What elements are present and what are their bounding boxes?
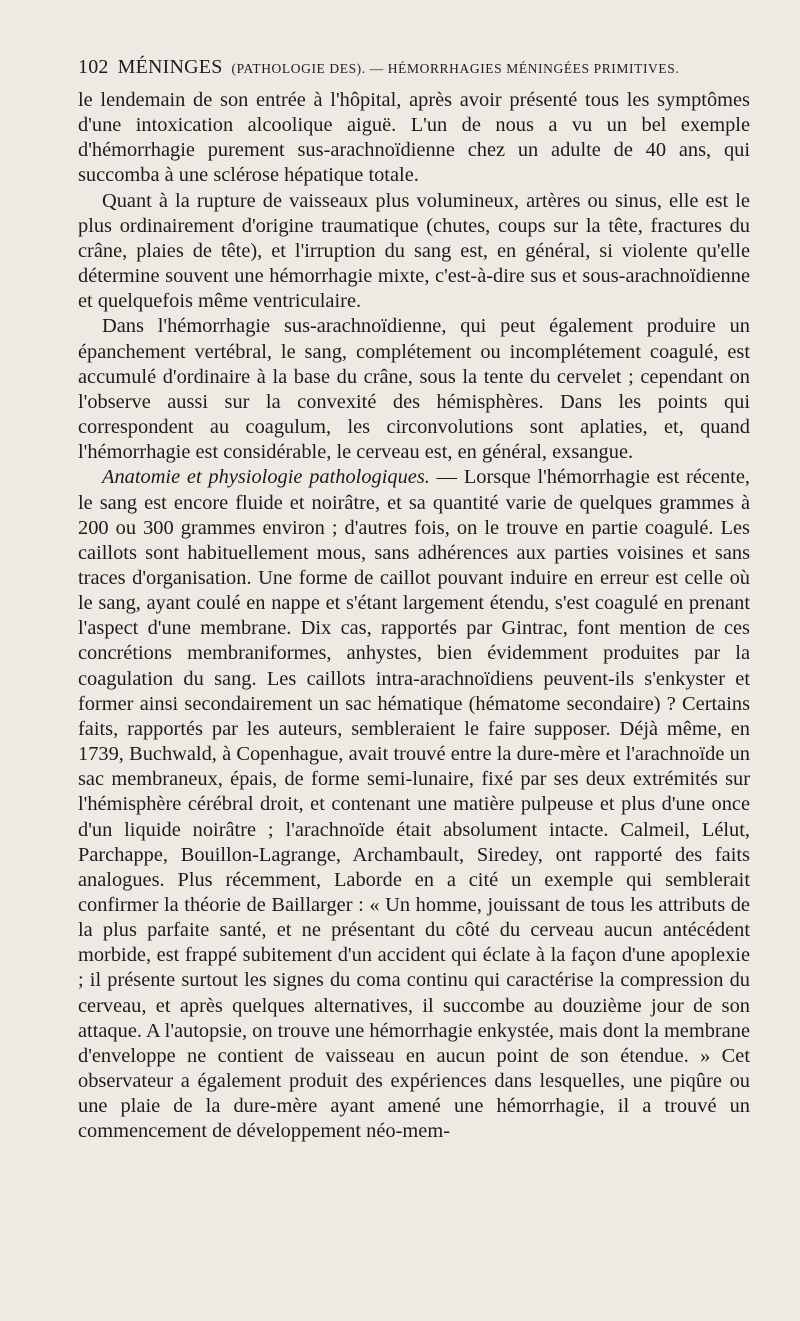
paragraph-text: Dans l'hémorrhagie sus-arachnoïdienne, qui peut également produire un épanchement vertébral, le sang, complétement ou incomplétement coagulé, est accumulé d'ordinaire à la base du crâne, sous la tente du cervelet ; cependant on l'observe aussi sur la convexité des hémisphères. Dans les points qui correspondent au coagulum, les circonvolutions sont aplaties, et, quand l'hémorrhagie est considérable, le cerveau est, en général, exsangue. <box>78 315 750 464</box>
section-heading-italic: Anatomie et physiologie pathologiques. <box>102 466 430 489</box>
section-title: (PATHOLOGIE DES). — HÉMORRHAGIES MÉNINGÉES PRIMITIVES. <box>231 61 680 76</box>
chapter-title: MÉNINGES <box>117 56 223 78</box>
body-text <box>78 88 750 1145</box>
paragraph-text: — Lorsque l'hémorrhagie est récente, le sang est encore fluide et noirâtre, et sa quantité varie de quelques grammes à 200 ou 300 grammes environ ; d'autres fois, on le trouve en partie coagulé. Les caillots sont habituellement mous, sans adhérences aux parties voisines et sans traces d'organisation. Une forme de caillot pouvant induire en erreur est celle où le sang, ayant coulé en nappe et s'étant largement étendu, s'est coagulé en prenant l'aspect d'une membrane. Dix cas, rapportés par Gintrac, font mention de ces concrétions membraniformes, anhystes, bien évidemment produites par la coagulation du sang. Les caillots intra-arachnoïdiens peuvent-ils s'enkyster et former ainsi secondairement un sac hématique (hématome secondaire) ? Certains faits, rapportés par les auteurs, sembleraient le faire supposer. Déjà même, en 1739, Buchwald, à Copenhague, avait trouvé entre la dure-mère et l'arachnoïde un sac membraneux, épais, de forme semi-lunaire, fixé par ses deux extrémités sur l'hémisphère cérébral droit, et contenant une matière pulpeuse et plus d'une once d'un liquide noirâtre ; l'arachnoïde était absolument intacte. Calmeil, Lélut, Parchappe, Bouillon-Lagrange, Archambault, Siredey, ont rapporté des faits analogues. Plus récemment, Laborde en a cité un exemple qui semblerait confirmer la théorie de Baillarger : « Un homme, jouissant de tous les attributs de la plus parfaite santé, et ne présentant du côté du cerveau aucun antécédent morbide, est frappé subitement d'un accident qui éclate à la façon d'une apoplexie ; il présente surtout les signes du coma continu qui caractérise la compression du cerveau, et après quelques alternatives, il succombe au douzième jour de son attaque. A l'autopsie, on trouve une hémorrhagie enkystée, mais dont la membrane d'enveloppe ne contient de vaisseau en aucun point de son étendue. » Cet observateur a également produit des expériences dans lesquelles, une piqûre ou une plaie de la dure-mère ayant amené une hémorrhagie, il a trouvé un commencement de développement néo-mem- <box>78 466 750 1143</box>
paragraph <box>78 314 750 465</box>
paragraph <box>78 465 750 1144</box>
paragraph <box>78 88 750 189</box>
paragraph <box>78 189 750 315</box>
page-number: 102 <box>78 56 109 78</box>
paragraph-text: Quant à la rupture de vaisseaux plus volumineux, artères ou sinus, elle est le plus ordinairement d'origine traumatique (chutes, coups sur la tête, fractures du crâne, plaies de tête), et l'irruption du sang est, en général, si violente qu'elle détermine souvent une hémorrhagie mixte, c'est-à-dire sus et sous-arachnoïdienne et quelquefois même ventriculaire. <box>78 189 750 313</box>
paragraph-text: le lendemain de son entrée à l'hôpital, après avoir présenté tous les symptômes d'une intoxication alcoolique aiguë. L'un de nous a vu un bel exemple d'hémorrhagie purement sus-arachnoïdienne chez un adulte de 40 ans, qui succomba à une sclérose hépatique totale. <box>78 89 750 187</box>
running-head <box>78 56 750 84</box>
